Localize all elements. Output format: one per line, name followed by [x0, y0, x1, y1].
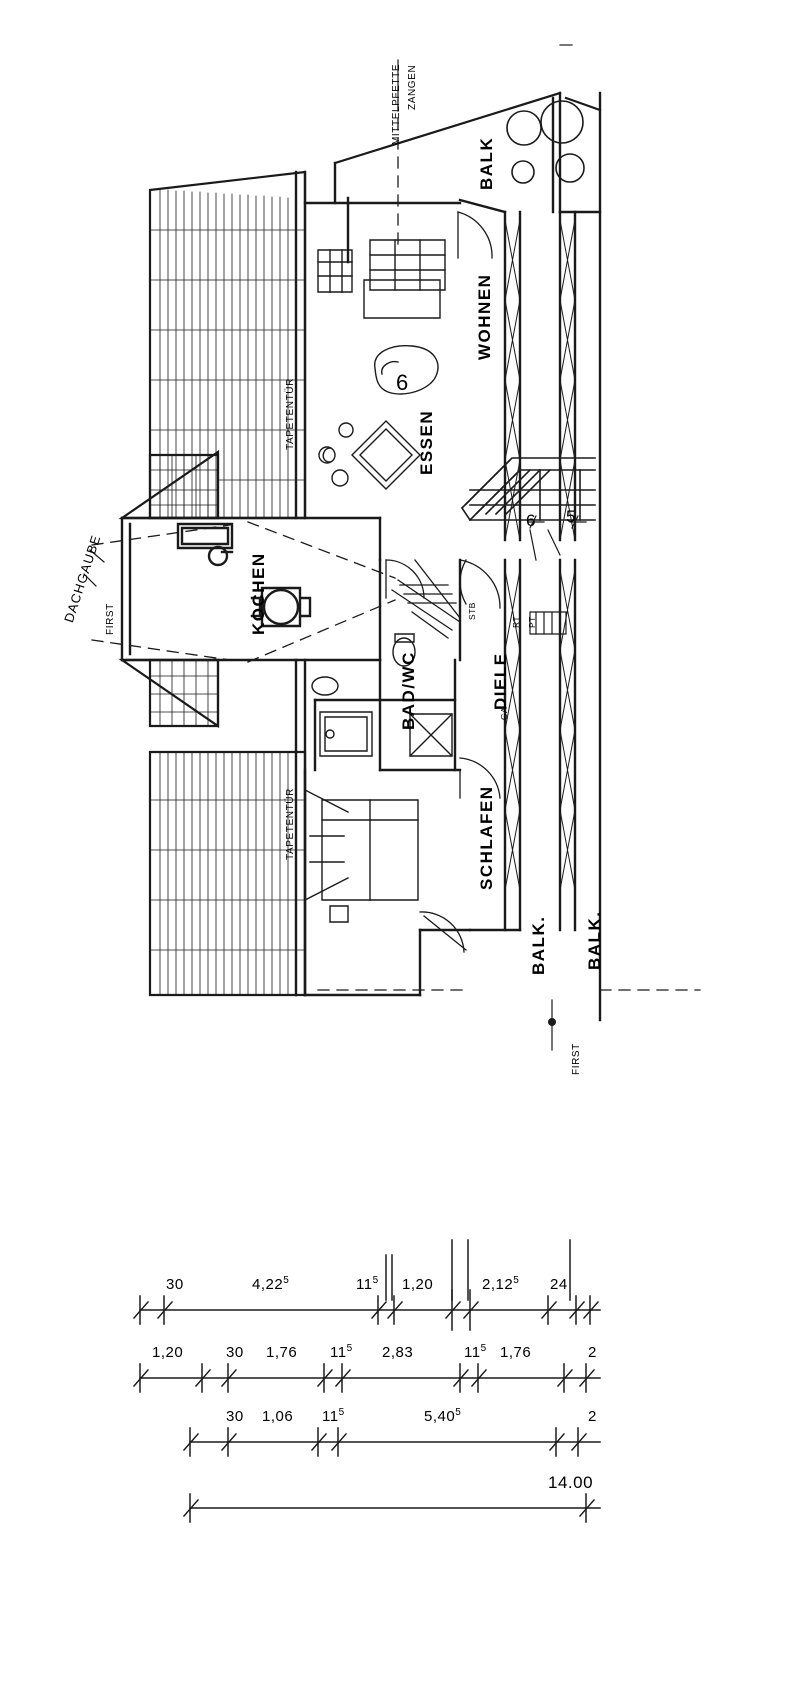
room-label-schlafen: SCHLAFEN	[477, 785, 496, 890]
marker-wohnen-6: 6	[396, 370, 409, 395]
dim-r3-c1: 30	[226, 1408, 244, 1425]
annotation-tapetentuer-top: TAPETENTÜR	[285, 378, 296, 450]
dim-total: 14.00	[548, 1473, 594, 1492]
annotation-dachgaube: DACHGAUBE	[61, 532, 104, 625]
annotation-ga: GA	[499, 706, 509, 720]
annotation-first-left: FIRST	[105, 603, 116, 635]
dim-r3-c3: $11^5$	[322, 1407, 345, 1425]
room-label-essen: ESSEN	[417, 409, 436, 475]
dim-r3-c2: 1,06	[262, 1408, 294, 1425]
dim-r2-c6: $11^5$	[464, 1343, 487, 1361]
dim-r2-c8: 2	[588, 1344, 597, 1361]
annotation-stb: STB	[467, 602, 477, 620]
room-label-balk-bottom-left: BALK.	[529, 915, 548, 975]
dim-r1-c3: $11^5$	[356, 1275, 379, 1293]
dim-r3-c5: 2	[588, 1408, 597, 1425]
annotation-mittelpfette: MITTELPFETTE	[391, 63, 402, 145]
dim-r1-c2: 4,22$^5$	[252, 1275, 290, 1293]
room-label-bad-wc: BAD/WC	[399, 651, 418, 730]
dim-r2-c5: 2,83	[382, 1344, 414, 1361]
room-label-balk-bottom-right: BALK.	[585, 910, 604, 970]
annotation-zangen: ZANGEN	[407, 64, 418, 110]
dim-r2-c3: 1,76	[266, 1344, 298, 1361]
room-label-balk-top: BALK	[477, 136, 496, 190]
room-label-wohnen: WOHNEN	[475, 273, 494, 360]
dim-r1-c4: 1,20	[402, 1276, 434, 1293]
dim-r2-c4: $11^5$	[330, 1343, 353, 1361]
dim-r1-c1: 30	[166, 1276, 184, 1293]
dim-r1-c5: 2,12$^5$	[482, 1275, 520, 1293]
annotation-first-right: FIRST	[571, 1043, 582, 1075]
dim-r2-c7: 1,76	[500, 1344, 532, 1361]
marker-arrow-5: 5	[566, 507, 576, 526]
dim-r2-c2: 30	[226, 1344, 244, 1361]
room-label-kochen: KOCHEN	[249, 552, 268, 635]
room-label-diele: DIELE	[491, 652, 510, 710]
dim-r3-c4: 5,40$^5$	[424, 1407, 462, 1425]
annotation-rt: RT	[511, 616, 521, 628]
annotation-tapetentuer-bottom: TAPETENTÜR	[285, 788, 296, 860]
dim-r1-c6: 24	[550, 1276, 568, 1293]
dim-r2-c1: 1,20	[152, 1344, 184, 1361]
marker-arrow-6: 6	[526, 511, 536, 530]
annotation-pt: PT	[527, 616, 537, 628]
